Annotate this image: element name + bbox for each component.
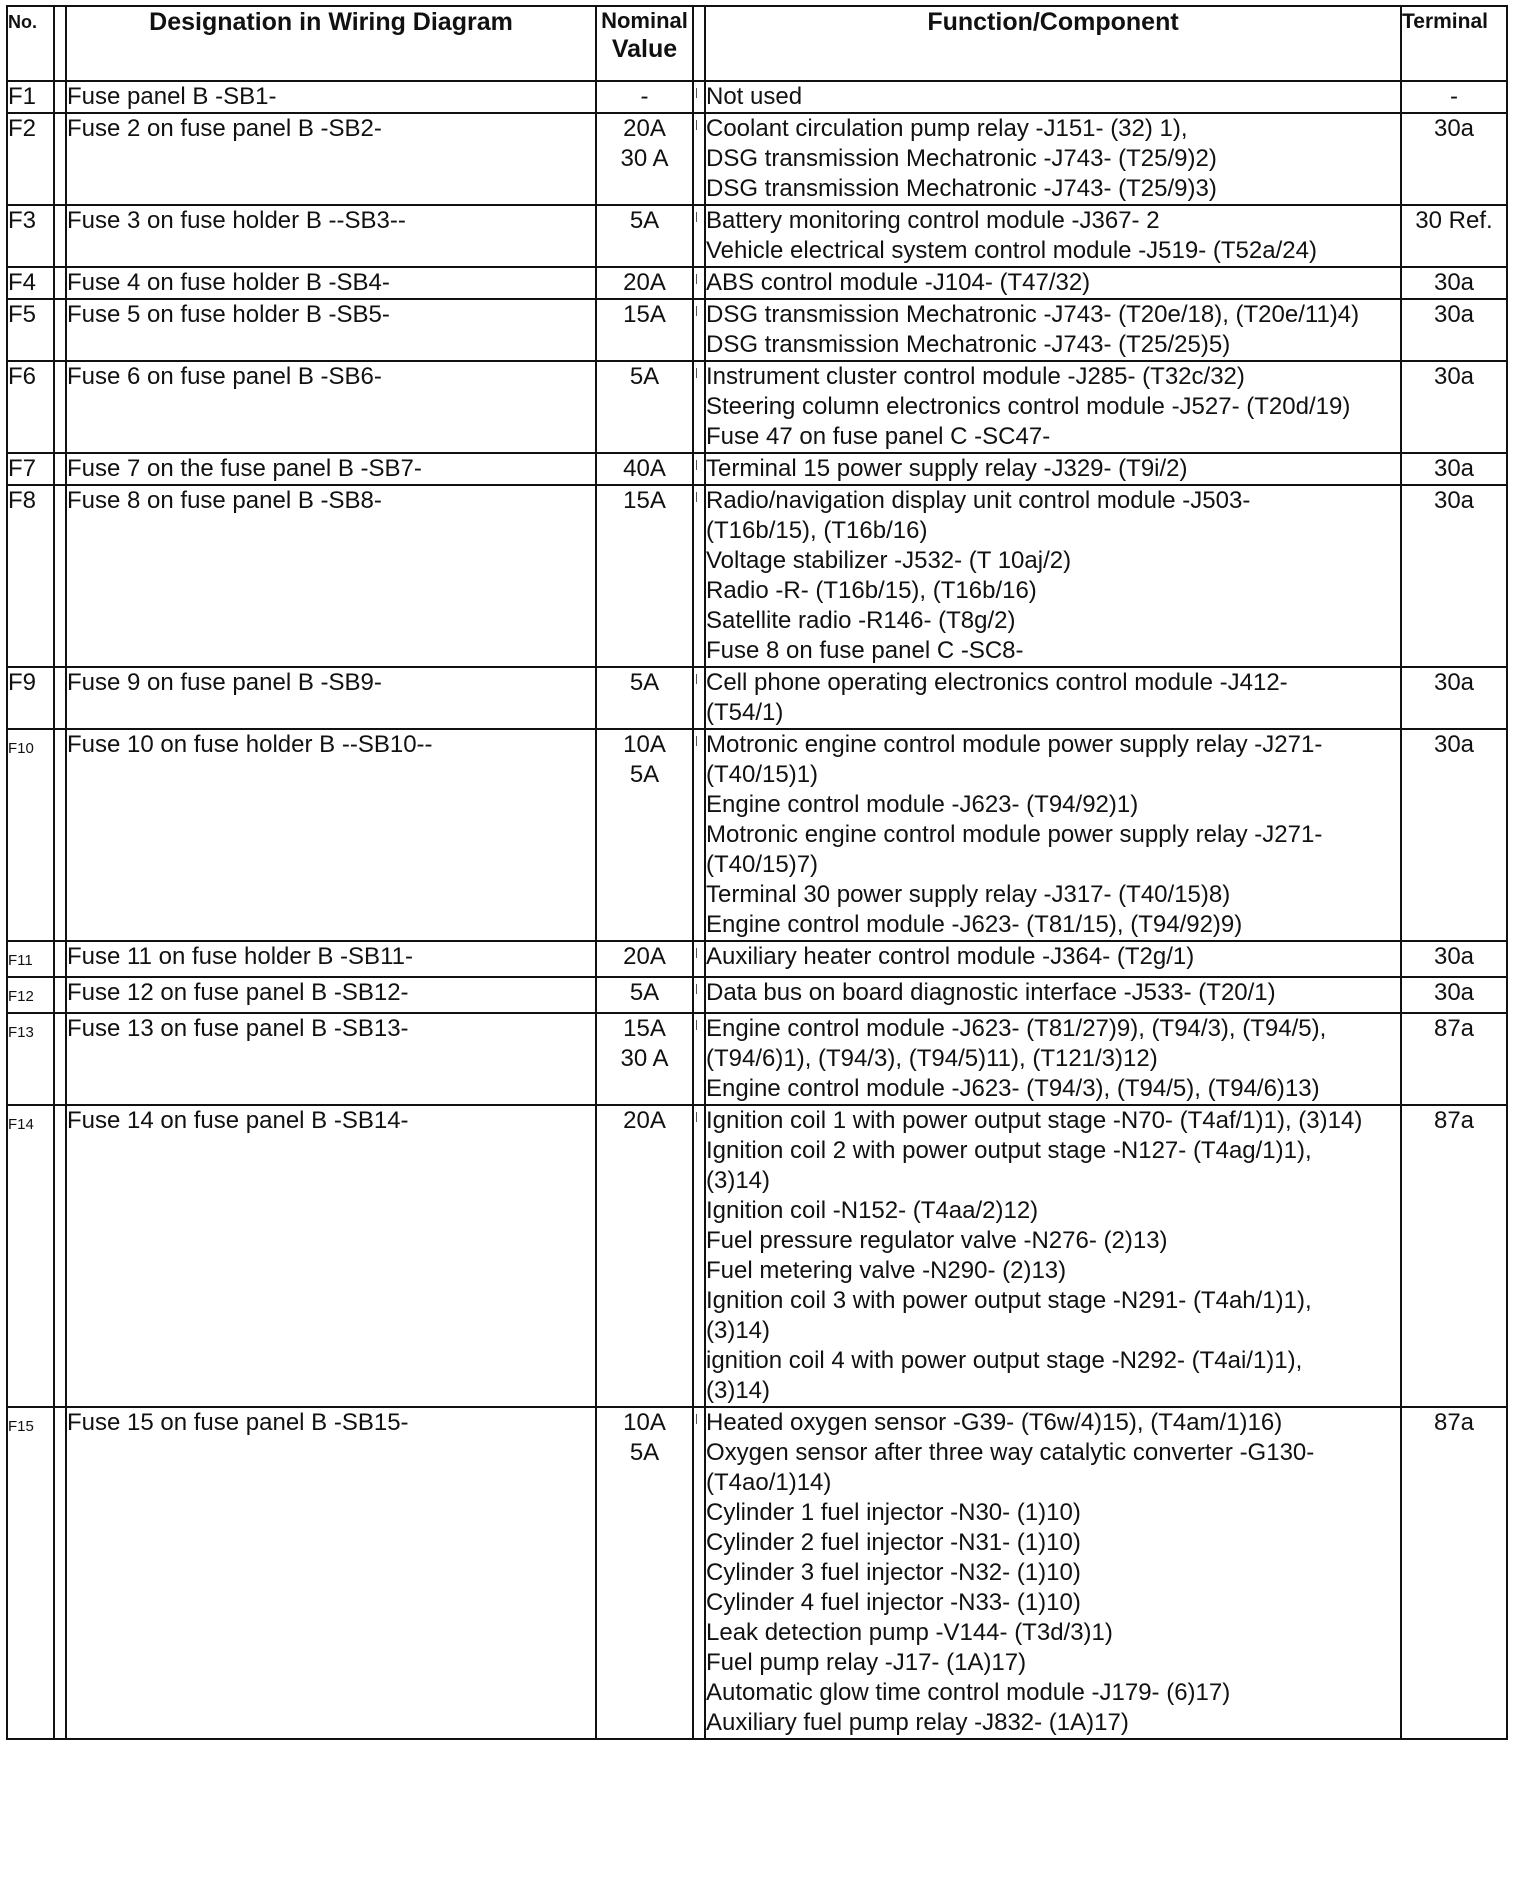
terminal: 30a [1401, 267, 1507, 299]
table-row [7, 1105, 1507, 1407]
function-line: DSG transmission Mechatronic -J743- (T20e/18), (T20e/11)4) [706, 301, 1360, 328]
fuse-number: F3 [7, 205, 54, 267]
function-line: DSG transmission Mechatronic -J743- (T25/25)5) [706, 331, 1231, 358]
nominal-value-line: 30 A [620, 145, 669, 172]
table-row [7, 81, 1507, 113]
fuse-number: F4 [7, 267, 54, 299]
function-line: DSG transmission Mechatronic -J743- (T25/9)3) [706, 175, 1217, 202]
header-function: Function/Component [705, 6, 1401, 81]
nominal-value [596, 81, 693, 113]
fuse-number: F13 [7, 1013, 54, 1105]
function-line: Fuse 47 on fuse panel C -SC47- [706, 423, 1051, 450]
header-spacer [54, 6, 66, 81]
function-line: Oxygen sensor after three way catalytic converter -G130- [706, 1439, 1315, 1466]
nominal-value-line: 20A [623, 115, 666, 142]
nominal-value [596, 453, 693, 485]
function-line: Cell phone operating electronics control module -J412- [706, 669, 1288, 696]
row-spacer [54, 941, 66, 977]
terminal: 30a [1401, 941, 1507, 977]
table-row [7, 485, 1507, 667]
table-row [7, 667, 1507, 729]
row-spacer [54, 1013, 66, 1105]
function-component [705, 941, 1401, 977]
header-nominal-line2: Value [611, 35, 678, 63]
nominal-value-line: 15A [623, 487, 666, 514]
nominal-value [596, 1013, 693, 1105]
terminal: 30a [1401, 113, 1507, 205]
fuse-designation: Fuse panel B -SB1- [66, 81, 596, 113]
function-line: Terminal 15 power supply relay -J329- (T9i/2) [706, 455, 1188, 482]
terminal: 30a [1401, 729, 1507, 941]
terminal: 30a [1401, 453, 1507, 485]
nominal-value-line: 5A [629, 1439, 660, 1466]
fuse-rows [7, 81, 1507, 1739]
fuse-designation: Fuse 3 on fuse holder B --SB3-- [66, 205, 596, 267]
function-component [705, 1105, 1401, 1407]
function-line: (3)14) [706, 1377, 771, 1404]
function-line: Cylinder 3 fuel injector -N32- (1)10) [706, 1559, 1081, 1586]
fuse-designation: Fuse 12 on fuse panel B -SB12- [66, 977, 596, 1013]
nominal-value [596, 1407, 693, 1739]
function-line: Data bus on board diagnostic interface -J533- (T20/1) [706, 979, 1276, 1006]
function-component [705, 81, 1401, 113]
function-line: Terminal 30 power supply relay -J317- (T40/15)8) [706, 881, 1231, 908]
function-component [705, 667, 1401, 729]
function-line: Fuel metering valve -N290- (2)13) [706, 1257, 1067, 1284]
nominal-value-line: 5A [629, 363, 660, 390]
row-spacer [54, 485, 66, 667]
function-component [705, 205, 1401, 267]
function-component [705, 453, 1401, 485]
function-line: (T4ao/1)14) [706, 1469, 832, 1496]
function-line: (T40/15)7) [706, 851, 819, 878]
function-line: Heated oxygen sensor -G39- (T6w/4)15), (T4am/1)16) [706, 1409, 1283, 1436]
row-spacer [693, 299, 705, 361]
table-row [7, 941, 1507, 977]
terminal: 30a [1401, 977, 1507, 1013]
terminal: 87a [1401, 1013, 1507, 1105]
nominal-value-line: 30 A [620, 1045, 669, 1072]
function-line: Auxiliary fuel pump relay -J832- (1A)17) [706, 1709, 1129, 1736]
row-spacer [693, 941, 705, 977]
nominal-value-line: 5A [629, 761, 660, 788]
function-component [705, 485, 1401, 667]
function-line: DSG transmission Mechatronic -J743- (T25/9)2) [706, 145, 1217, 172]
fuse-designation: Fuse 10 on fuse holder B --SB10-- [66, 729, 596, 941]
function-line: Fuse 8 on fuse panel C -SC8- [706, 637, 1024, 664]
row-spacer [54, 267, 66, 299]
terminal: 87a [1401, 1407, 1507, 1739]
terminal: 30a [1401, 361, 1507, 453]
fuse-number: F11 [7, 941, 54, 977]
row-spacer [693, 453, 705, 485]
function-line: ignition coil 4 with power output stage -N292- (T4ai/1)1), [706, 1347, 1303, 1374]
table-row [7, 113, 1507, 205]
table-row [7, 1013, 1507, 1105]
function-line: Engine control module -J623- (T81/15), (T94/92)9) [706, 911, 1243, 938]
function-line: Satellite radio -R146- (T8g/2) [706, 607, 1016, 634]
header-terminal: Terminal [1401, 6, 1507, 81]
function-line: (T40/15)1) [706, 761, 819, 788]
row-spacer [693, 485, 705, 667]
terminal: 30 Ref. [1401, 205, 1507, 267]
nominal-value [596, 941, 693, 977]
function-component [705, 361, 1401, 453]
row-spacer [693, 361, 705, 453]
header-nominal-value [596, 6, 693, 81]
row-spacer [54, 81, 66, 113]
fuse-number: F15 [7, 1407, 54, 1739]
function-line: Vehicle electrical system control module -J519- (T52a/24) [706, 237, 1317, 264]
function-line: Cylinder 1 fuel injector -N30- (1)10) [706, 1499, 1081, 1526]
function-line: Automatic glow time control module -J179- (6)17) [706, 1679, 1231, 1706]
function-line: Radio/navigation display unit control module -J503- [706, 487, 1251, 514]
function-line: Auxiliary heater control module -J364- (T2g/1) [706, 943, 1195, 970]
row-spacer [693, 667, 705, 729]
row-spacer [54, 113, 66, 205]
row-spacer [54, 667, 66, 729]
row-spacer [54, 299, 66, 361]
function-line: Cylinder 4 fuel injector -N33- (1)10) [706, 1589, 1081, 1616]
fuse-table [6, 5, 1508, 1740]
fuse-number: F14 [7, 1105, 54, 1407]
nominal-value-line: 20A [623, 1107, 666, 1134]
fuse-designation: Fuse 5 on fuse holder B -SB5- [66, 299, 596, 361]
row-spacer [693, 205, 705, 267]
function-line: Motronic engine control module power supply relay -J271- [706, 731, 1323, 758]
nominal-value-line: 5A [629, 669, 660, 696]
function-line: Coolant circulation pump relay -J151- (32) 1), [706, 115, 1188, 142]
nominal-value [596, 113, 693, 205]
nominal-value-line: 15A [623, 1015, 666, 1042]
function-component [705, 1407, 1401, 1739]
header-designation: Designation in Wiring Diagram [66, 6, 596, 81]
table-row [7, 1407, 1507, 1739]
row-spacer [693, 1013, 705, 1105]
function-line: Engine control module -J623- (T94/92)1) [706, 791, 1139, 818]
row-spacer [693, 267, 705, 299]
row-spacer [54, 729, 66, 941]
nominal-value-line: 15A [623, 301, 666, 328]
terminal: 30a [1401, 299, 1507, 361]
fuse-number: F7 [7, 453, 54, 485]
function-line: (3)14) [706, 1317, 771, 1344]
function-component [705, 113, 1401, 205]
nominal-value [596, 299, 693, 361]
table-row [7, 299, 1507, 361]
terminal: 30a [1401, 485, 1507, 667]
fuse-number: F10 [7, 729, 54, 941]
row-spacer [54, 1105, 66, 1407]
nominal-value [596, 361, 693, 453]
table-row [7, 729, 1507, 941]
function-line: Fuel pressure regulator valve -N276- (2)13) [706, 1227, 1168, 1254]
terminal: 30a [1401, 667, 1507, 729]
nominal-value-line: 40A [623, 455, 666, 482]
function-line: Instrument cluster control module -J285- (T32c/32) [706, 363, 1245, 390]
row-spacer [693, 1105, 705, 1407]
nominal-value-line: 5A [629, 979, 660, 1006]
fuse-number: F8 [7, 485, 54, 667]
function-line: Ignition coil 2 with power output stage -N127- (T4ag/1)1), [706, 1137, 1312, 1164]
function-line: Leak detection pump -V144- (T3d/3)1) [706, 1619, 1113, 1646]
fuse-number: F2 [7, 113, 54, 205]
function-line: Ignition coil -N152- (T4aa/2)12) [706, 1197, 1039, 1224]
fuse-number: F12 [7, 977, 54, 1013]
row-spacer [54, 205, 66, 267]
function-component [705, 977, 1401, 1013]
header-spacer [693, 6, 705, 81]
table-row [7, 205, 1507, 267]
function-line: (3)14) [706, 1167, 771, 1194]
function-line: Ignition coil 3 with power output stage -N291- (T4ah/1)1), [706, 1287, 1312, 1314]
function-line: (T16b/15), (T16b/16) [706, 517, 928, 544]
fuse-number: F9 [7, 667, 54, 729]
function-line: (T54/1) [706, 699, 784, 726]
fuse-designation: Fuse 15 on fuse panel B -SB15- [66, 1407, 596, 1739]
row-spacer [693, 81, 705, 113]
function-line: Ignition coil 1 with power output stage -N70- (T4af/1)1), (3)14) [706, 1107, 1363, 1134]
function-line: Voltage stabilizer -J532- (T 10aj/2) [706, 547, 1072, 574]
fuse-designation: Fuse 6 on fuse panel B -SB6- [66, 361, 596, 453]
table-row [7, 453, 1507, 485]
header-row [7, 6, 1507, 81]
function-component [705, 299, 1401, 361]
nominal-value-line: - [640, 83, 649, 110]
fuse-number: F5 [7, 299, 54, 361]
nominal-value-line: 20A [623, 269, 666, 296]
fuse-designation: Fuse 14 on fuse panel B -SB14- [66, 1105, 596, 1407]
function-line: Cylinder 2 fuel injector -N31- (1)10) [706, 1529, 1081, 1556]
function-component [705, 729, 1401, 941]
function-component [705, 267, 1401, 299]
function-line: ABS control module -J104- (T47/32) [706, 269, 1091, 296]
function-line: Not used [706, 83, 803, 110]
nominal-value-line: 20A [623, 943, 666, 970]
function-line: Radio -R- (T16b/15), (T16b/16) [706, 577, 1037, 604]
nominal-value-line: 10A [623, 731, 666, 758]
nominal-value [596, 729, 693, 941]
fuse-designation: Fuse 13 on fuse panel B -SB13- [66, 1013, 596, 1105]
function-line: Fuel pump relay -J17- (1A)17) [706, 1649, 1027, 1676]
row-spacer [693, 977, 705, 1013]
fuse-designation: Fuse 4 on fuse holder B -SB4- [66, 267, 596, 299]
function-line: Engine control module -J623- (T81/27)9), (T94/3), (T94/5), [706, 1015, 1327, 1042]
terminal: - [1401, 81, 1507, 113]
nominal-value [596, 1105, 693, 1407]
function-line: (T94/6)1), (T94/3), (T94/5)11), (T121/3)12) [706, 1045, 1158, 1072]
fuse-designation: Fuse 7 on the fuse panel B -SB7- [66, 453, 596, 485]
row-spacer [54, 453, 66, 485]
nominal-value [596, 205, 693, 267]
fuse-designation: Fuse 2 on fuse panel B -SB2- [66, 113, 596, 205]
row-spacer [54, 361, 66, 453]
nominal-value [596, 485, 693, 667]
fuse-number: F1 [7, 81, 54, 113]
table-row [7, 361, 1507, 453]
fuse-number: F6 [7, 361, 54, 453]
table-row [7, 267, 1507, 299]
fuse-designation: Fuse 8 on fuse panel B -SB8- [66, 485, 596, 667]
nominal-value-line: 5A [629, 207, 660, 234]
row-spacer [693, 729, 705, 941]
nominal-value [596, 267, 693, 299]
nominal-value [596, 977, 693, 1013]
fuse-designation: Fuse 11 on fuse holder B -SB11- [66, 941, 596, 977]
function-component [705, 1013, 1401, 1105]
fuse-designation: Fuse 9 on fuse panel B -SB9- [66, 667, 596, 729]
row-spacer [693, 1407, 705, 1739]
function-line: Battery monitoring control module -J367- 2 [706, 207, 1160, 234]
function-line: Steering column electronics control module -J527- (T20d/19) [706, 393, 1351, 420]
header-nominal-line1: Nominal [601, 8, 688, 33]
header-no: No. [7, 6, 54, 81]
terminal: 87a [1401, 1105, 1507, 1407]
row-spacer [54, 977, 66, 1013]
function-line: Motronic engine control module power supply relay -J271- [706, 821, 1323, 848]
nominal-value [596, 667, 693, 729]
nominal-value-line: 10A [623, 1409, 666, 1436]
function-line: Engine control module -J623- (T94/3), (T94/5), (T94/6)13) [706, 1075, 1320, 1102]
table-row [7, 977, 1507, 1013]
row-spacer [693, 113, 705, 205]
row-spacer [54, 1407, 66, 1739]
